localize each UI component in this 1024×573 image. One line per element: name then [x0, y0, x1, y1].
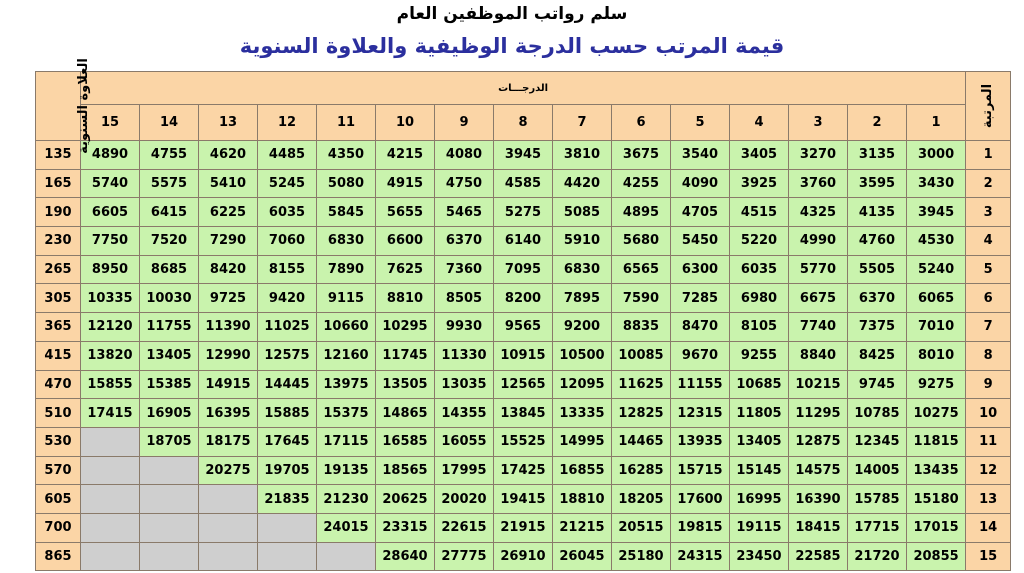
- salary-cell: 16055: [435, 427, 494, 456]
- salary-cell: 5740: [81, 169, 140, 198]
- rank-cell: 8: [966, 341, 1011, 370]
- salary-cell: 10335: [81, 284, 140, 313]
- salary-cell: 18565: [376, 456, 435, 485]
- salary-cell: 4895: [612, 198, 671, 227]
- salary-cell: 19135: [317, 456, 376, 485]
- salary-cell: 8470: [671, 313, 730, 342]
- salary-cell: 8835: [612, 313, 671, 342]
- salary-cell: 5680: [612, 227, 671, 256]
- salary-cell: 4090: [671, 169, 730, 198]
- salary-cell: 6675: [789, 284, 848, 313]
- salary-cell: 5240: [907, 255, 966, 284]
- salary-cell: 10295: [376, 313, 435, 342]
- salary-cell: 5575: [140, 169, 199, 198]
- salary-cell: 14005: [848, 456, 907, 485]
- salary-cell: 28640: [376, 542, 435, 571]
- empty-cell: [317, 542, 376, 571]
- annual-raise-cell: 865: [36, 542, 81, 571]
- salary-cell: 11745: [376, 341, 435, 370]
- empty-cell: [140, 513, 199, 542]
- rank-cell: 5: [966, 255, 1011, 284]
- rank-cell: 7: [966, 313, 1011, 342]
- salary-cell: 21230: [317, 485, 376, 514]
- salary-cell: 7360: [435, 255, 494, 284]
- salary-cell: 9670: [671, 341, 730, 370]
- table-row: [36, 485, 1011, 514]
- salary-cell: 13845: [494, 399, 553, 428]
- table-row: [36, 399, 1011, 428]
- table-row: [36, 284, 1011, 313]
- annual-raise-cell: 415: [36, 341, 81, 370]
- grade-header-cell: 10: [376, 105, 435, 141]
- salary-cell: 13405: [730, 427, 789, 456]
- annual-raise-cell: 605: [36, 485, 81, 514]
- salary-cell: 13435: [907, 456, 966, 485]
- salary-cell: 18705: [140, 427, 199, 456]
- salary-cell: 5220: [730, 227, 789, 256]
- table-row: [36, 370, 1011, 399]
- salary-cell: 11155: [671, 370, 730, 399]
- salary-cell: 4760: [848, 227, 907, 256]
- salary-cell: 10275: [907, 399, 966, 428]
- salary-cell: 17425: [494, 456, 553, 485]
- salary-cell: 16285: [612, 456, 671, 485]
- grade-header-cell: 7: [553, 105, 612, 141]
- salary-cell: 3000: [907, 141, 966, 170]
- page-title: سلم رواتب الموظفين العام: [396, 4, 628, 24]
- grade-header-cell: 11: [317, 105, 376, 141]
- salary-cell: 4515: [730, 198, 789, 227]
- annual-raise-cell: 265: [36, 255, 81, 284]
- annual-raise-cell: 530: [36, 427, 81, 456]
- salary-cell: 5085: [553, 198, 612, 227]
- salary-cell: 18205: [612, 485, 671, 514]
- salary-cell: 4620: [199, 141, 258, 170]
- salary-cell: 19815: [671, 513, 730, 542]
- salary-cell: 9275: [907, 370, 966, 399]
- salary-cell: 10915: [494, 341, 553, 370]
- salary-cell: 11625: [612, 370, 671, 399]
- salary-cell: 9200: [553, 313, 612, 342]
- salary-cell: 4890: [81, 141, 140, 170]
- table-row: [36, 169, 1011, 198]
- salary-cell: 5845: [317, 198, 376, 227]
- salary-cell: 11390: [199, 313, 258, 342]
- empty-cell: [199, 513, 258, 542]
- salary-cell: 16855: [553, 456, 612, 485]
- salary-cell: 3945: [907, 198, 966, 227]
- salary-cell: 14355: [435, 399, 494, 428]
- table-row: [36, 198, 1011, 227]
- salary-cell: 24315: [671, 542, 730, 571]
- salary-cell: 6600: [376, 227, 435, 256]
- empty-cell: [199, 542, 258, 571]
- salary-cell: 8505: [435, 284, 494, 313]
- salary-cell: 10030: [140, 284, 199, 313]
- salary-cell: 3270: [789, 141, 848, 170]
- salary-cell: 11755: [140, 313, 199, 342]
- salary-cell: 9255: [730, 341, 789, 370]
- table-row: [36, 141, 1011, 170]
- salary-cell: 17115: [317, 427, 376, 456]
- rank-cell: 15: [966, 542, 1011, 571]
- table-row: [36, 255, 1011, 284]
- salary-cell: 14575: [789, 456, 848, 485]
- salary-cell: 12095: [553, 370, 612, 399]
- salary-cell: 14865: [376, 399, 435, 428]
- salary-cell: 6980: [730, 284, 789, 313]
- empty-cell: [199, 485, 258, 514]
- salary-cell: 15715: [671, 456, 730, 485]
- salary-cell: 6300: [671, 255, 730, 284]
- salary-cell: 20855: [907, 542, 966, 571]
- empty-cell: [140, 485, 199, 514]
- annual-raise-cell: 305: [36, 284, 81, 313]
- salary-cell: 8105: [730, 313, 789, 342]
- salary-cell: 17715: [848, 513, 907, 542]
- salary-cell: 14445: [258, 370, 317, 399]
- salary-cell: 8810: [376, 284, 435, 313]
- salary-cell: 7285: [671, 284, 730, 313]
- salary-cell: 7625: [376, 255, 435, 284]
- salary-cell: 18175: [199, 427, 258, 456]
- salary-cell: 3810: [553, 141, 612, 170]
- annual-raise-cell: 470: [36, 370, 81, 399]
- salary-cell: 15885: [258, 399, 317, 428]
- salary-cell: 21720: [848, 542, 907, 571]
- salary-cell: 26910: [494, 542, 553, 571]
- grade-header-cell: 8: [494, 105, 553, 141]
- salary-cell: 22615: [435, 513, 494, 542]
- empty-cell: [81, 485, 140, 514]
- grade-header-cell: 5: [671, 105, 730, 141]
- salary-cell: 15785: [848, 485, 907, 514]
- salary-cell: 12345: [848, 427, 907, 456]
- salary-cell: 22585: [789, 542, 848, 571]
- salary-cell: 15855: [81, 370, 140, 399]
- table-row: [36, 313, 1011, 342]
- salary-cell: 17415: [81, 399, 140, 428]
- salary-cell: 19115: [730, 513, 789, 542]
- salary-cell: 5770: [789, 255, 848, 284]
- empty-cell: [258, 542, 317, 571]
- empty-cell: [81, 513, 140, 542]
- salary-cell: 15180: [907, 485, 966, 514]
- grade-header-cell: 12: [258, 105, 317, 141]
- salary-cell: 19415: [494, 485, 553, 514]
- empty-cell: [81, 542, 140, 571]
- rank-cell: 1: [966, 141, 1011, 170]
- empty-cell: [140, 542, 199, 571]
- salary-cell: 14995: [553, 427, 612, 456]
- salary-cell: 7060: [258, 227, 317, 256]
- annual-raise-cell: 365: [36, 313, 81, 342]
- grade-header-cell: 15: [81, 105, 140, 141]
- salary-cell: 12120: [81, 313, 140, 342]
- salary-cell: 13935: [671, 427, 730, 456]
- annual-raise-cell: 230: [36, 227, 81, 256]
- salary-cell: 10685: [730, 370, 789, 399]
- grade-header-cell: 2: [848, 105, 907, 141]
- salary-cell: 4255: [612, 169, 671, 198]
- salary-cell: 3430: [907, 169, 966, 198]
- salary-cell: 10215: [789, 370, 848, 399]
- table-row: [36, 542, 1011, 571]
- annual-raise-header: العلاوة السنوية: [36, 72, 81, 141]
- rank-cell: 4: [966, 227, 1011, 256]
- salary-cell: 12565: [494, 370, 553, 399]
- salary-cell: 7895: [553, 284, 612, 313]
- salary-cell: 4530: [907, 227, 966, 256]
- rank-cell: 3: [966, 198, 1011, 227]
- salary-cell: 7740: [789, 313, 848, 342]
- salary-cell: 7590: [612, 284, 671, 313]
- salary-cell: 14465: [612, 427, 671, 456]
- salary-cell: 3135: [848, 141, 907, 170]
- grade-header-cell: 9: [435, 105, 494, 141]
- salary-cell: 6370: [848, 284, 907, 313]
- salary-cell: 20625: [376, 485, 435, 514]
- grade-header-cell: 13: [199, 105, 258, 141]
- salary-cell: 5245: [258, 169, 317, 198]
- rank-cell: 11: [966, 427, 1011, 456]
- salary-cell: 7095: [494, 255, 553, 284]
- rank-cell: 2: [966, 169, 1011, 198]
- salary-cell: 13335: [553, 399, 612, 428]
- salary-cell: 5080: [317, 169, 376, 198]
- grade-header-cell: 3: [789, 105, 848, 141]
- salary-cell: 8950: [81, 255, 140, 284]
- salary-cell: 4585: [494, 169, 553, 198]
- salary-cell: 7375: [848, 313, 907, 342]
- salary-cell: 14915: [199, 370, 258, 399]
- salary-cell: 6370: [435, 227, 494, 256]
- salary-cell: 5505: [848, 255, 907, 284]
- rank-cell: 10: [966, 399, 1011, 428]
- salary-cell: 16395: [199, 399, 258, 428]
- grade-header-cell: 4: [730, 105, 789, 141]
- salary-cell: 17995: [435, 456, 494, 485]
- salary-cell: 6035: [258, 198, 317, 227]
- salary-cell: 8425: [848, 341, 907, 370]
- salary-cell: 16390: [789, 485, 848, 514]
- salary-cell: 7290: [199, 227, 258, 256]
- salary-cell: 6565: [612, 255, 671, 284]
- salary-cell: 12875: [789, 427, 848, 456]
- salary-cell: 4705: [671, 198, 730, 227]
- salary-cell: 5410: [199, 169, 258, 198]
- salary-cell: 6035: [730, 255, 789, 284]
- salary-cell: 4080: [435, 141, 494, 170]
- salary-cell: 6065: [907, 284, 966, 313]
- salary-cell: 6605: [81, 198, 140, 227]
- salary-cell: 15525: [494, 427, 553, 456]
- salary-cell: 15375: [317, 399, 376, 428]
- grade-header-cell: 1: [907, 105, 966, 141]
- empty-cell: [81, 427, 140, 456]
- salary-cell: 3405: [730, 141, 789, 170]
- salary-cell: 3760: [789, 169, 848, 198]
- salary-cell: 5465: [435, 198, 494, 227]
- salary-cell: 9745: [848, 370, 907, 399]
- salary-cell: 10500: [553, 341, 612, 370]
- table-row: [36, 227, 1011, 256]
- salary-cell: 3945: [494, 141, 553, 170]
- salary-cell: 3925: [730, 169, 789, 198]
- salary-cell: 11815: [907, 427, 966, 456]
- salary-cell: 17600: [671, 485, 730, 514]
- salary-cell: 3595: [848, 169, 907, 198]
- annual-raise-cell: 135: [36, 141, 81, 170]
- salary-cell: 5655: [376, 198, 435, 227]
- table-row: [36, 341, 1011, 370]
- salary-cell: 23315: [376, 513, 435, 542]
- salary-cell: 7010: [907, 313, 966, 342]
- annual-raise-cell: 190: [36, 198, 81, 227]
- salary-cell: 12160: [317, 341, 376, 370]
- salary-cell: 17645: [258, 427, 317, 456]
- salary-cell: 12825: [612, 399, 671, 428]
- salary-cell: 11025: [258, 313, 317, 342]
- salary-cell: 27775: [435, 542, 494, 571]
- salary-cell: 8200: [494, 284, 553, 313]
- empty-cell: [258, 513, 317, 542]
- salary-cell: 11295: [789, 399, 848, 428]
- salary-cell: 21835: [258, 485, 317, 514]
- salary-cell: 15145: [730, 456, 789, 485]
- salary-cell: 21915: [494, 513, 553, 542]
- rank-cell: 9: [966, 370, 1011, 399]
- salary-cell: 20020: [435, 485, 494, 514]
- salary-cell: 25180: [612, 542, 671, 571]
- salary-cell: 8155: [258, 255, 317, 284]
- page-subtitle: قيمة المرتب حسب الدرجة الوظيفية والعلاوة السنوية: [239, 34, 785, 58]
- salary-cell: 18810: [553, 485, 612, 514]
- salary-cell: 4915: [376, 169, 435, 198]
- salary-cell: 8010: [907, 341, 966, 370]
- salary-cell: 9725: [199, 284, 258, 313]
- salary-cell: 8840: [789, 341, 848, 370]
- salary-cell: 16995: [730, 485, 789, 514]
- salary-cell: 16585: [376, 427, 435, 456]
- salary-cell: 6830: [553, 255, 612, 284]
- salary-cell: 9930: [435, 313, 494, 342]
- salary-cell: 15385: [140, 370, 199, 399]
- salary-cell: 20275: [199, 456, 258, 485]
- salary-cell: 12990: [199, 341, 258, 370]
- salary-cell: 12315: [671, 399, 730, 428]
- salary-cell: 19705: [258, 456, 317, 485]
- salary-cell: 21215: [553, 513, 612, 542]
- salary-cell: 10785: [848, 399, 907, 428]
- salary-cell: 11330: [435, 341, 494, 370]
- salary-cell: 10660: [317, 313, 376, 342]
- salary-cell: 18415: [789, 513, 848, 542]
- salary-cell: 6225: [199, 198, 258, 227]
- annual-raise-cell: 570: [36, 456, 81, 485]
- annual-raise-cell: 700: [36, 513, 81, 542]
- salary-cell: 5910: [553, 227, 612, 256]
- salary-cell: 4750: [435, 169, 494, 198]
- salary-cell: 5450: [671, 227, 730, 256]
- salary-cell: 8420: [199, 255, 258, 284]
- rank-cell: 14: [966, 513, 1011, 542]
- table-row: [36, 427, 1011, 456]
- salary-cell: 12575: [258, 341, 317, 370]
- salary-table: [35, 58, 1011, 571]
- salary-cell: 11805: [730, 399, 789, 428]
- salary-cell: 10085: [612, 341, 671, 370]
- grade-header-cell: 6: [612, 105, 671, 141]
- salary-cell: 5275: [494, 198, 553, 227]
- salary-cell: 9420: [258, 284, 317, 313]
- salary-cell: 13405: [140, 341, 199, 370]
- rank-cell: 6: [966, 284, 1011, 313]
- salary-cell: 4420: [553, 169, 612, 198]
- salary-cell: 13820: [81, 341, 140, 370]
- salary-cell: 24015: [317, 513, 376, 542]
- salary-cell: 6415: [140, 198, 199, 227]
- salary-cell: 16905: [140, 399, 199, 428]
- rank-header: المرتبة: [966, 72, 1011, 141]
- salary-cell: 23450: [730, 542, 789, 571]
- grade-header-cell: 14: [140, 105, 199, 141]
- salary-cell: 4990: [789, 227, 848, 256]
- salary-cell: 4215: [376, 141, 435, 170]
- salary-cell: 9565: [494, 313, 553, 342]
- rank-cell: 12: [966, 456, 1011, 485]
- empty-cell: [140, 456, 199, 485]
- salary-cell: 7890: [317, 255, 376, 284]
- salary-cell: 6830: [317, 227, 376, 256]
- salary-cell: 4325: [789, 198, 848, 227]
- salary-cell: 17015: [907, 513, 966, 542]
- table-row: [36, 456, 1011, 485]
- salary-cell: 9115: [317, 284, 376, 313]
- annual-raise-cell: 165: [36, 169, 81, 198]
- salary-cell: 3540: [671, 141, 730, 170]
- salary-cell: 7750: [81, 227, 140, 256]
- salary-cell: 26045: [553, 542, 612, 571]
- salary-cell: 4755: [140, 141, 199, 170]
- rank-cell: 13: [966, 485, 1011, 514]
- grades-header: الدرجـــات: [81, 72, 966, 105]
- annual-raise-cell: 510: [36, 399, 81, 428]
- salary-cell: 6140: [494, 227, 553, 256]
- empty-cell: [81, 456, 140, 485]
- salary-cell: 8685: [140, 255, 199, 284]
- salary-cell: 13975: [317, 370, 376, 399]
- table-row: [36, 513, 1011, 542]
- salary-cell: 4135: [848, 198, 907, 227]
- salary-cell: 13035: [435, 370, 494, 399]
- salary-cell: 3675: [612, 141, 671, 170]
- salary-cell: 20515: [612, 513, 671, 542]
- salary-cell: 7520: [140, 227, 199, 256]
- salary-cell: 4350: [317, 141, 376, 170]
- salary-cell: 13505: [376, 370, 435, 399]
- salary-cell: 4485: [258, 141, 317, 170]
